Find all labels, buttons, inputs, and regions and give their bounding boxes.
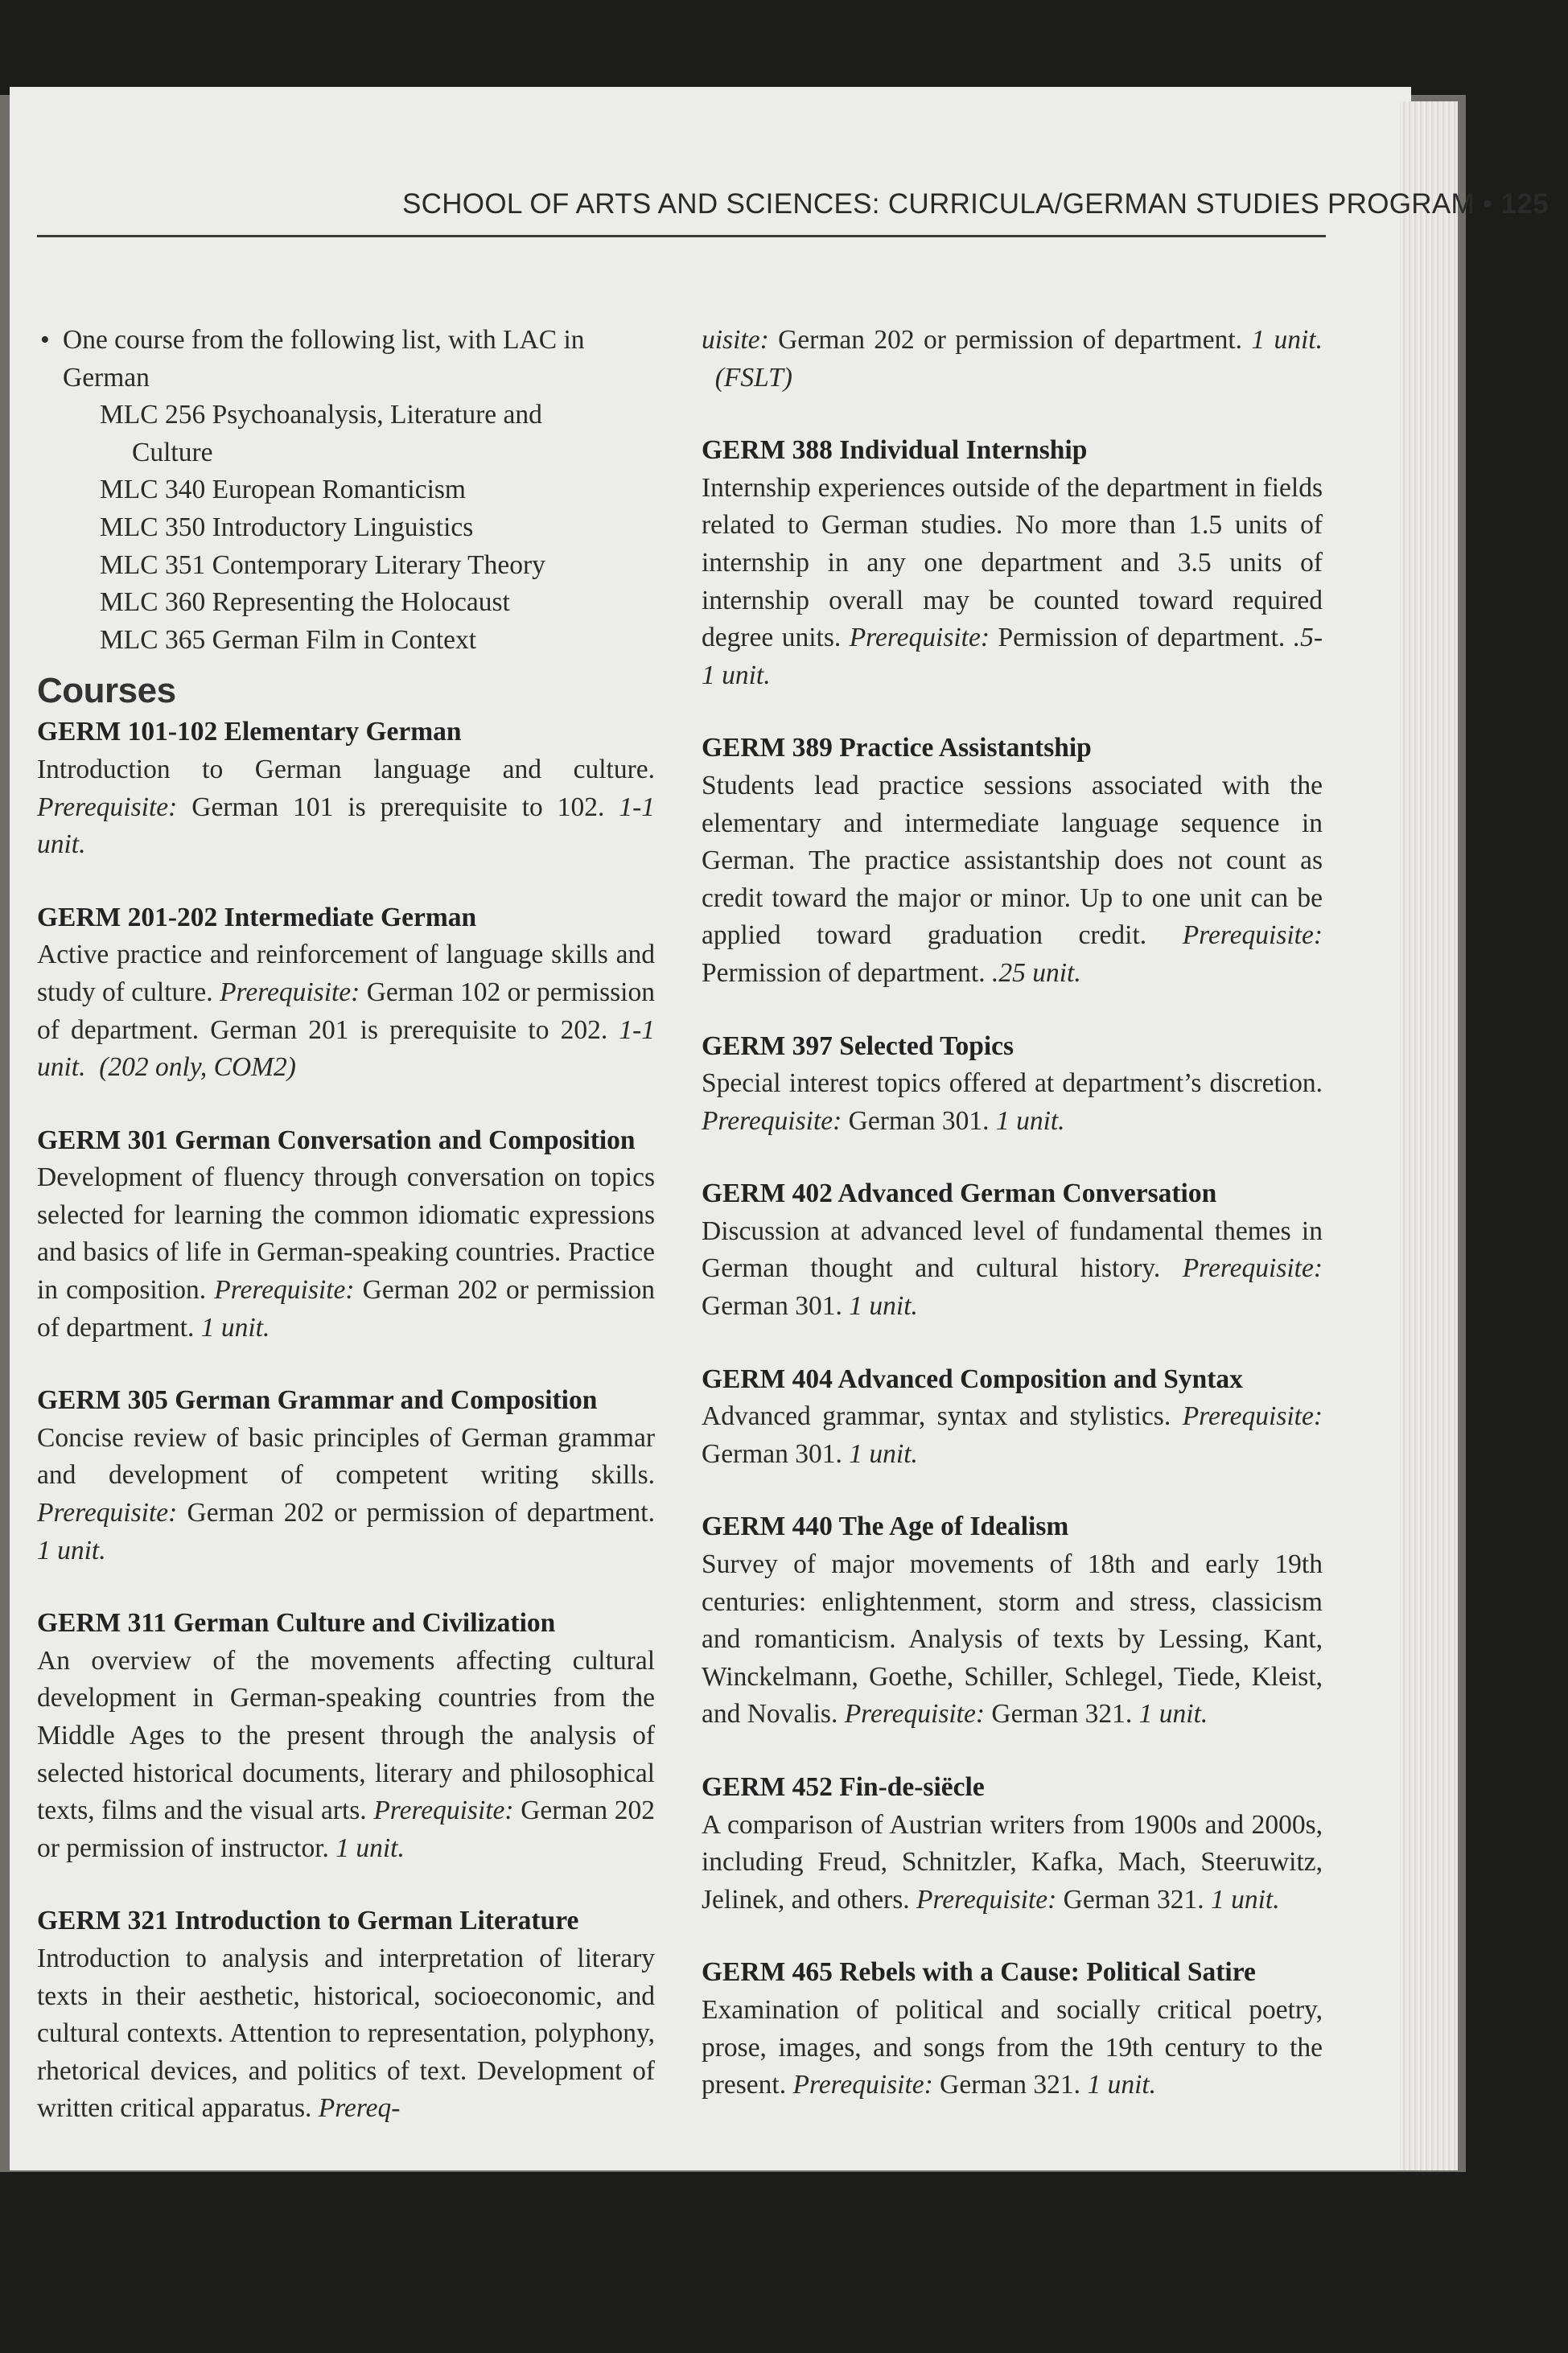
prereq-text: German 102 or permission of department. German 201 is prerequisite to 202. — [37, 977, 655, 1045]
mlc-item — [37, 471, 655, 509]
prereq-label: Prerequisite: — [1182, 1401, 1323, 1432]
prereq-label: Prerequisite: — [1182, 920, 1323, 951]
running-header — [402, 188, 1549, 228]
course-entry — [37, 1122, 655, 1347]
mlc-item-label-cont: Culture — [132, 437, 213, 467]
prereq-text: German 301. — [702, 1291, 850, 1322]
mlc-item-label: MLC 350 Introductory Linguistics — [100, 512, 474, 542]
course-entry — [702, 1028, 1323, 1141]
mlc-item-label: MLC 360 Representing the Holocaust — [100, 587, 510, 618]
course-entry — [702, 730, 1323, 992]
course-units: .25 unit. — [992, 957, 1081, 988]
prereq-label: Prerequisite: — [220, 977, 360, 1007]
course-title: GERM 440 The Age of Idealism — [702, 1512, 1069, 1542]
course-units: 1 unit. — [849, 1438, 918, 1469]
mlc-item-label: MLC 365 German Film in Context — [100, 624, 477, 655]
header-title: SCHOOL OF ARTS AND SCIENCES: CURRICULA/GERMAN STUDIES PROGRAM — [402, 188, 1475, 220]
course-description — [702, 1807, 1323, 1919]
course-entry — [702, 1361, 1323, 1474]
prereq-label: Prerequisite: — [844, 1699, 985, 1730]
prereq-text: German 301. — [702, 1438, 850, 1469]
course-units: 1 unit. — [200, 1312, 270, 1343]
mlc-item — [37, 622, 655, 660]
course-title: GERM 301 German Conversation and Composition — [37, 1125, 636, 1155]
course-entry — [37, 1605, 655, 1867]
course-text: Internship experiences outside of the department in fields related to German studies. No more than 1.5 units of internship in any one department and 3.5 units of internship overall may be counted toward required degree units. — [702, 472, 1323, 653]
course-description — [702, 1546, 1323, 1734]
course-entry — [702, 1954, 1323, 2104]
course-title: GERM 465 Rebels with a Cause: Political Satire — [702, 1957, 1256, 1988]
mlc-item — [37, 584, 655, 622]
course-text: Introduction to analysis and interpretation of literary texts in their aesthetic, historical, socioeconomic, and cultural contexts. Attention to representation, polyphony, rhetorical devices, and politics of text. Development of written critical apparatus. — [37, 1943, 655, 2124]
requirement-bullet — [37, 322, 655, 397]
course-entry — [702, 1508, 1323, 1734]
course-units: 1 unit. — [37, 1535, 106, 1565]
prereq-label: uisite: — [702, 325, 769, 355]
prereq-label: Prereq- — [318, 2093, 401, 2124]
course-units: 1-1 unit. — [37, 792, 655, 860]
course-title: GERM 101-102 Elementary German — [37, 717, 462, 747]
course-title: GERM 397 Selected Topics — [702, 1030, 1014, 1061]
course-description — [702, 1992, 1323, 2104]
course-entry — [702, 1769, 1323, 1919]
prereq-text: German 301. — [842, 1105, 996, 1136]
course-text: Examination of political and socially critical poetry, prose, images, and songs from the 19th century to the present. — [702, 1994, 1323, 2100]
prereq-label: Prerequisite: — [792, 2070, 933, 2100]
course-text: Active practice and reinforcement of language skills and study of culture. — [37, 940, 655, 1007]
right-column — [702, 322, 1323, 2140]
course-title: GERM 388 Individual Internship — [702, 435, 1088, 466]
course-text: A comparison of Austrian writers from 1900s and 2000s, including Freud, Schnitzler, Kafka, Mach, Steeruwitz, Jelinek, and others. — [702, 1809, 1323, 1915]
course-description — [37, 1420, 655, 1569]
course-description — [702, 1065, 1323, 1140]
course-units: 1 unit. — [1138, 1699, 1208, 1730]
course-units: 1 unit. — [1087, 2070, 1157, 2100]
course-units: 1 unit. — [1210, 1884, 1280, 1915]
course-text: An overview of the movements affecting cultural development in German-speaking countries from the Middle Ages to the present through the analysis of selected historical documents, literary and philosophical texts, films and the visual arts. — [37, 1645, 655, 1826]
bullet-icon: • — [40, 325, 50, 355]
course-text: Introduction to German language and culture. — [37, 754, 655, 784]
course-units: 1 unit. — [995, 1105, 1065, 1136]
prereq-text: German 321. — [985, 1699, 1139, 1730]
requirement-text-cont: German — [63, 362, 150, 393]
course-text: Special interest topics offered at department’s discretion. — [702, 1068, 1323, 1099]
course-text: Survey of major movements of 18th and early 19th centuries: enlightenment, storm and stress, classicism and romanticism. Analysis of texts by Lessing, Kant, Winckelmann, Goethe, Schiller, Schlegel, Tiede, Kleist, and Novalis. — [702, 1549, 1323, 1730]
course-entry — [37, 1382, 655, 1569]
mlc-item-label: MLC 340 European Romanticism — [100, 475, 466, 505]
course-title: GERM 311 German Culture and Civilization — [37, 1608, 556, 1639]
left-course-list — [37, 714, 655, 2128]
course-description — [37, 751, 655, 864]
prereq-text: Permission of department. — [702, 957, 992, 988]
course-note: (202 only, COM2) — [85, 1052, 296, 1083]
prereq-text: German 202 or permission of department. — [177, 1498, 655, 1528]
course-text: Development of fluency through conversation on topics selected for learning the common idiomatic expressions and basics of life in German-speaking countries. Practice in composition. — [37, 1162, 655, 1306]
mlc-item — [37, 509, 655, 547]
course-entry — [702, 432, 1323, 694]
course-text: Discussion at advanced level of fundamental themes in German thought and cultural history. — [702, 1216, 1323, 1284]
prereq-label: Prerequisite: — [849, 623, 990, 653]
mlc-item-label: MLC 256 Psychoanalysis, Literature and — [100, 400, 542, 430]
course-title: GERM 389 Practice Assistantship — [702, 733, 1092, 763]
mlc-item — [37, 397, 655, 471]
course-units: 1 unit. — [1251, 325, 1323, 355]
mlc-course-list — [37, 397, 655, 659]
prereq-label: Prerequisite: — [373, 1796, 514, 1826]
page-number: 125 — [1500, 188, 1549, 220]
course-units: 1 unit. — [849, 1291, 918, 1322]
course-title: GERM 402 Advanced German Conversation — [702, 1179, 1217, 1209]
course-description — [702, 1213, 1323, 1326]
right-course-list — [702, 432, 1323, 2104]
course-description — [37, 1159, 655, 1347]
course-description — [37, 1940, 655, 2128]
courses-heading: Courses — [37, 671, 176, 711]
course-title: GERM 305 German Grammar and Composition — [37, 1385, 598, 1416]
prereq-text: German 321. — [1056, 1884, 1211, 1915]
course-description — [702, 470, 1323, 695]
course-description — [37, 936, 655, 1086]
course-text: Concise review of basic principles of German grammar and development of competent writing skills. — [37, 1422, 655, 1491]
course-title: GERM 452 Fin-de-siëcle — [702, 1772, 985, 1802]
prereq-label: Prerequisite: — [702, 1105, 842, 1136]
course-title: GERM 201-202 Intermediate German — [37, 902, 477, 932]
left-column — [37, 322, 655, 2163]
prereq-text: German 202 or permission of instructor. — [37, 1796, 655, 1863]
prereq-label: Prerequisite: — [1182, 1253, 1323, 1284]
prereq-text: German 101 is prerequisite to 102. — [177, 792, 619, 822]
page-edges — [1400, 101, 1458, 2170]
prereq-label: Prerequisite: — [37, 792, 178, 822]
course-entry — [37, 899, 655, 1087]
course-description — [702, 767, 1323, 993]
mlc-item-label: MLC 351 Contemporary Literary Theory — [100, 549, 545, 580]
prereq-label: Prerequisite: — [214, 1275, 355, 1306]
prereq-text: German 202 or permission of department. — [768, 325, 1252, 355]
requirement-text: One course from the following list, with LAC in — [63, 325, 585, 355]
prereq-label: Prerequisite: — [37, 1498, 178, 1528]
course-entry — [37, 1903, 655, 2128]
prereq-text: German 321. — [932, 2070, 1088, 2100]
course-units: 1 unit. — [335, 1833, 405, 1863]
header-rule — [37, 235, 1326, 237]
course-text: Advanced grammar, syntax and stylistics. — [702, 1401, 1183, 1432]
prereq-text: German 202 or permission of department. — [37, 1275, 655, 1343]
prereq-text: Permission of department. — [990, 623, 1294, 653]
course-entry — [37, 714, 655, 863]
course-units: 1-1 unit. — [37, 1014, 655, 1083]
course-text: Students lead practice sessions associated with the elementary and intermediate language sequence in German. The practice assistantship does not count as credit toward the major or minor. Up to one unit can be applied toward graduation credit. — [702, 770, 1323, 951]
course-continuation — [702, 322, 1323, 397]
course-note: (FSLT) — [702, 362, 792, 393]
course-description — [702, 1398, 1323, 1473]
header-separator: • — [1474, 188, 1501, 220]
course-description — [37, 1643, 655, 1868]
prereq-label: Prerequisite: — [916, 1884, 1057, 1915]
course-units: .5-1 unit. — [702, 623, 1323, 690]
course-title: GERM 404 Advanced Composition and Syntax — [702, 1364, 1243, 1394]
mlc-item — [37, 547, 655, 585]
course-entry — [702, 1175, 1323, 1325]
course-title: GERM 321 Introduction to German Literature — [37, 1906, 579, 1936]
